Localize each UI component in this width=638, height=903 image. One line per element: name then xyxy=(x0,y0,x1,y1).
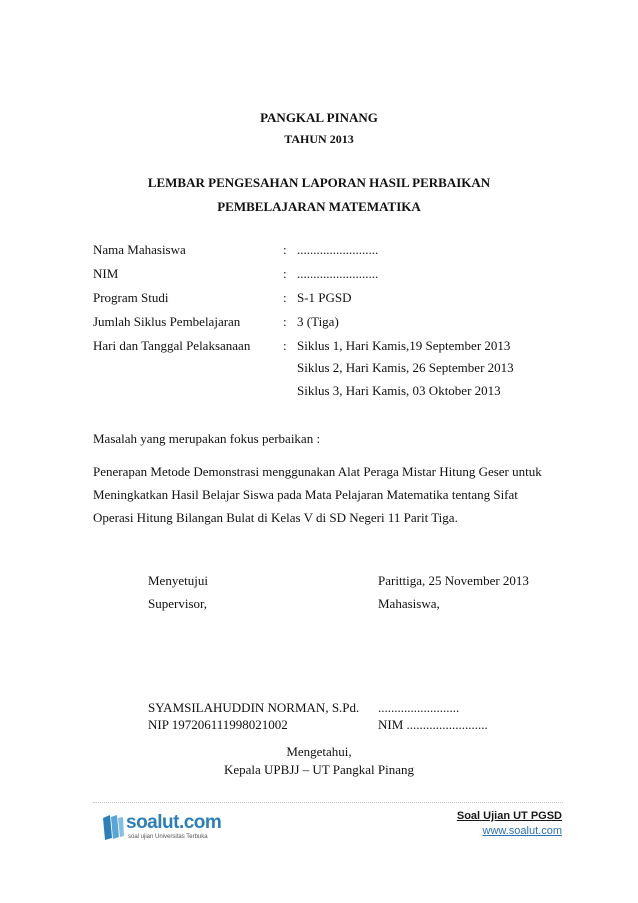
detail-colon: : xyxy=(283,242,287,257)
detail-colon: : xyxy=(283,314,287,329)
detail-colon: : xyxy=(283,338,287,353)
document-title-line2: PEMBELAJARAN MATEMATIKA xyxy=(217,199,421,214)
detail-extra-date: Siklus 3, Hari Kamis, 03 Oktober 2013 xyxy=(297,383,501,398)
books-icon xyxy=(100,812,126,842)
student-name: ......................... xyxy=(378,700,460,715)
acknowledge-label: Mengetahui, xyxy=(286,744,352,759)
focus-line: Operasi Hitung Bilangan Bulat di Kelas V di SD Negeri 11 Parit Tiga. xyxy=(93,510,458,525)
detail-value: 3 (Tiga) xyxy=(297,314,339,329)
approval-label: Menyetujui xyxy=(148,573,208,588)
footer-divider xyxy=(93,802,563,803)
detail-value: Siklus 1, Hari Kamis,19 September 2013 xyxy=(297,338,511,353)
detail-label: Hari dan Tanggal Pelaksanaan xyxy=(93,338,251,353)
soalut-logo[interactable] xyxy=(100,810,230,846)
header-city: PANGKAL PINANG xyxy=(260,110,378,125)
detail-value: S-1 PGSD xyxy=(297,290,352,305)
focus-heading: Masalah yang merupakan fokus perbaikan : xyxy=(93,431,321,446)
acknowledge-title: Kepala UPBJJ – UT Pangkal Pinang xyxy=(223,762,415,777)
footer-title: Soal Ujian UT PGSD xyxy=(456,810,562,822)
document-title-line1: LEMBAR PENGESAHAN LAPORAN HASIL PERBAIKAN xyxy=(147,175,491,190)
header-year: TAHUN 2013 xyxy=(284,132,354,146)
supervisor-label: Supervisor, xyxy=(148,596,208,611)
detail-colon: : xyxy=(283,290,287,305)
focus-line: Penerapan Metode Demonstrasi menggunakan Alat Peraga Mistar Hitung Geser untuk xyxy=(93,464,542,479)
footer-link[interactable]: www.soalut.com xyxy=(482,825,562,837)
detail-value: ......................... xyxy=(297,242,379,257)
detail-extra-date: Siklus 2, Hari Kamis, 26 September 2013 xyxy=(297,360,514,375)
detail-label: Program Studi xyxy=(93,290,169,305)
detail-label: Jumlah Siklus Pembelajaran xyxy=(93,314,241,329)
detail-value: ......................... xyxy=(297,266,379,281)
student-label: Mahasiswa, xyxy=(378,596,440,611)
supervisor-nip: NIP 197206111998021002 xyxy=(148,717,288,732)
logo-text: soalut.com xyxy=(126,812,222,833)
detail-label: Nama Mahasiswa xyxy=(93,242,186,257)
student-nim: NIM ......................... xyxy=(378,717,488,732)
logo-subtitle: soal ujian Universitas Terbuka xyxy=(128,834,208,840)
detail-colon: : xyxy=(283,266,287,281)
focus-line: Meningkatkan Hasil Belajar Siswa pada Mata Pelajaran Matematika tentang Sifat xyxy=(93,487,518,502)
detail-label: NIM xyxy=(93,266,119,281)
supervisor-name: SYAMSILAHUDDIN NORMAN, S.Pd. xyxy=(148,700,360,715)
place-date: Parittiga, 25 November 2013 xyxy=(378,573,529,588)
